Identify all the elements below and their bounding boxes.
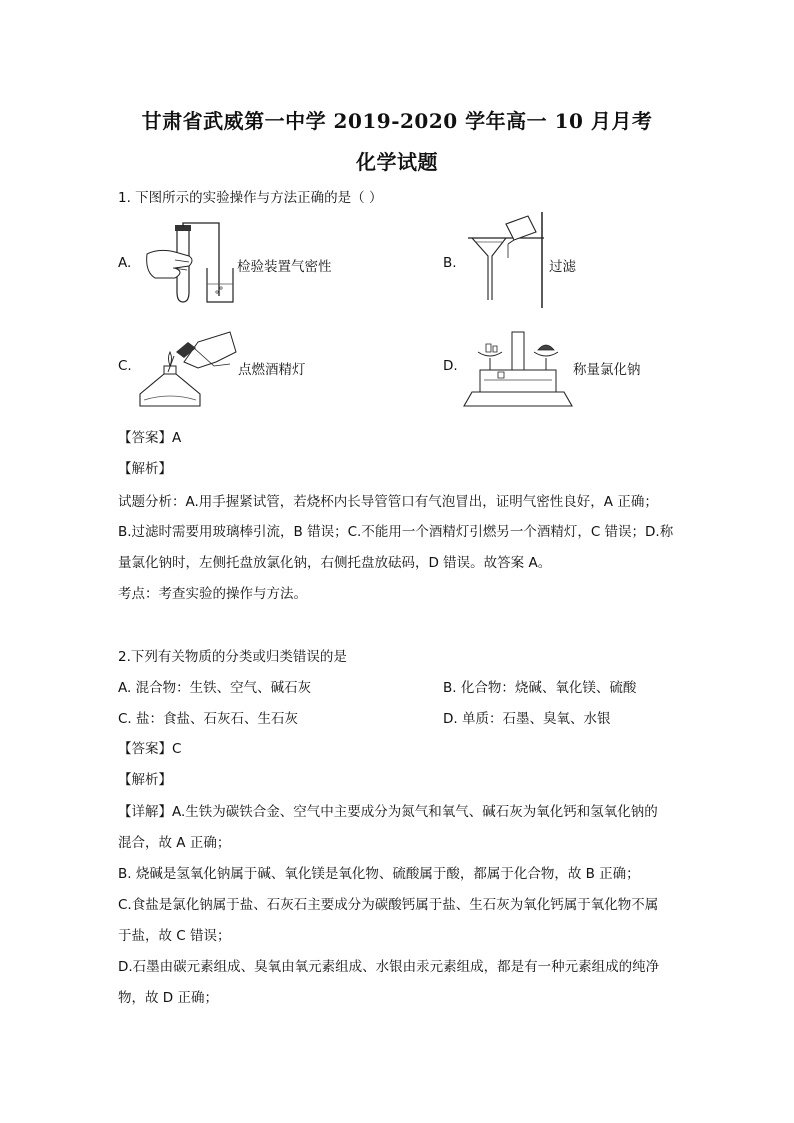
option-d-letter: D. <box>443 358 458 374</box>
question-2-option-c: C. 盐：食盐、石灰石、生石灰 <box>118 711 299 727</box>
question-1-analysis-line: B.过滤时需要用玻璃棒引流，B 错误；C.不能用一个酒精灯引燃另一个酒精灯，C 错误；D.称 <box>118 524 674 540</box>
question-1-analysis-line: 量氯化钠时，左侧托盘放氯化钠，右侧托盘放砝码，D 错误。故答案 A。 <box>118 555 552 571</box>
option-b-letter: B. <box>443 255 457 271</box>
option-a-caption: 检验装置气密性 <box>237 259 332 275</box>
question-2-answer: 【答案】C <box>118 741 182 757</box>
option-d-caption: 称量氯化钠 <box>573 362 641 378</box>
question-2-detail-line: C.食盐是氯化钠属于盐、石灰石主要成分为碳酸钙属于盐、生石灰为氧化钙属于氧化物不属 <box>118 897 659 913</box>
question-2-stem: 2.下列有关物质的分类或归类错误的是 <box>118 649 347 665</box>
balance-scale-figure <box>462 326 574 410</box>
option-c-caption: 点燃酒精灯 <box>238 362 306 378</box>
question-1-analysis-label: 【解析】 <box>118 461 172 477</box>
question-1-analysis-line: 试题分析：A.用手握紧试管，若烧杯内长导管管口有气泡冒出，证明气密性良好，A 正确； <box>118 494 658 510</box>
option-c-letter: C. <box>118 358 132 374</box>
question-2-option-d: D. 单质：石墨、臭氧、水银 <box>443 711 611 727</box>
filtration-apparatus-figure <box>462 210 557 310</box>
question-2-option-a: A. 混合物：生铁、空气、碱石灰 <box>118 680 312 696</box>
question-2-detail-line: D.石墨由碳元素组成、臭氧由氧元素组成、水银由汞元素组成，都是有一种元素组成的纯净 <box>118 959 660 975</box>
question-1-stem: 1. 下图所示的实验操作与方法正确的是（ ） <box>118 190 383 206</box>
option-b-caption: 过滤 <box>549 259 576 275</box>
question-2-detail-line: 于盐，故 C 错误； <box>118 928 231 944</box>
page-subtitle: 化学试题 <box>356 150 438 174</box>
question-2-detail-line: 物，故 D 正确； <box>118 990 218 1006</box>
question-2-option-b: B. 化合物：烧碱、氧化镁、硫酸 <box>443 680 637 696</box>
question-2-detail-line: 混合，故 A 正确； <box>118 835 231 851</box>
airtightness-apparatus-figure <box>145 222 240 310</box>
question-1-answer: 【答案】A <box>118 430 182 446</box>
option-a-letter: A. <box>118 255 132 271</box>
alcohol-lamp-figure <box>136 322 240 414</box>
question-2-detail-line: 【详解】A.生铁为碳铁合金、空气中主要成分为氮气和氧气、碱石灰为氧化钙和氢氧化钠的 <box>118 804 658 820</box>
question-2-analysis-label: 【解析】 <box>118 772 172 788</box>
question-1-topic: 考点：考查实验的操作与方法。 <box>118 586 307 602</box>
question-2-detail-line: B. 烧碱是氢氧化钠属于碱、氧化镁是氧化物、硫酸属于酸，都属于化合物，故 B 正确； <box>118 866 640 882</box>
page-title: 甘肃省武威第一中学 2019-2020 学年高一 10 月月考 <box>141 109 653 133</box>
